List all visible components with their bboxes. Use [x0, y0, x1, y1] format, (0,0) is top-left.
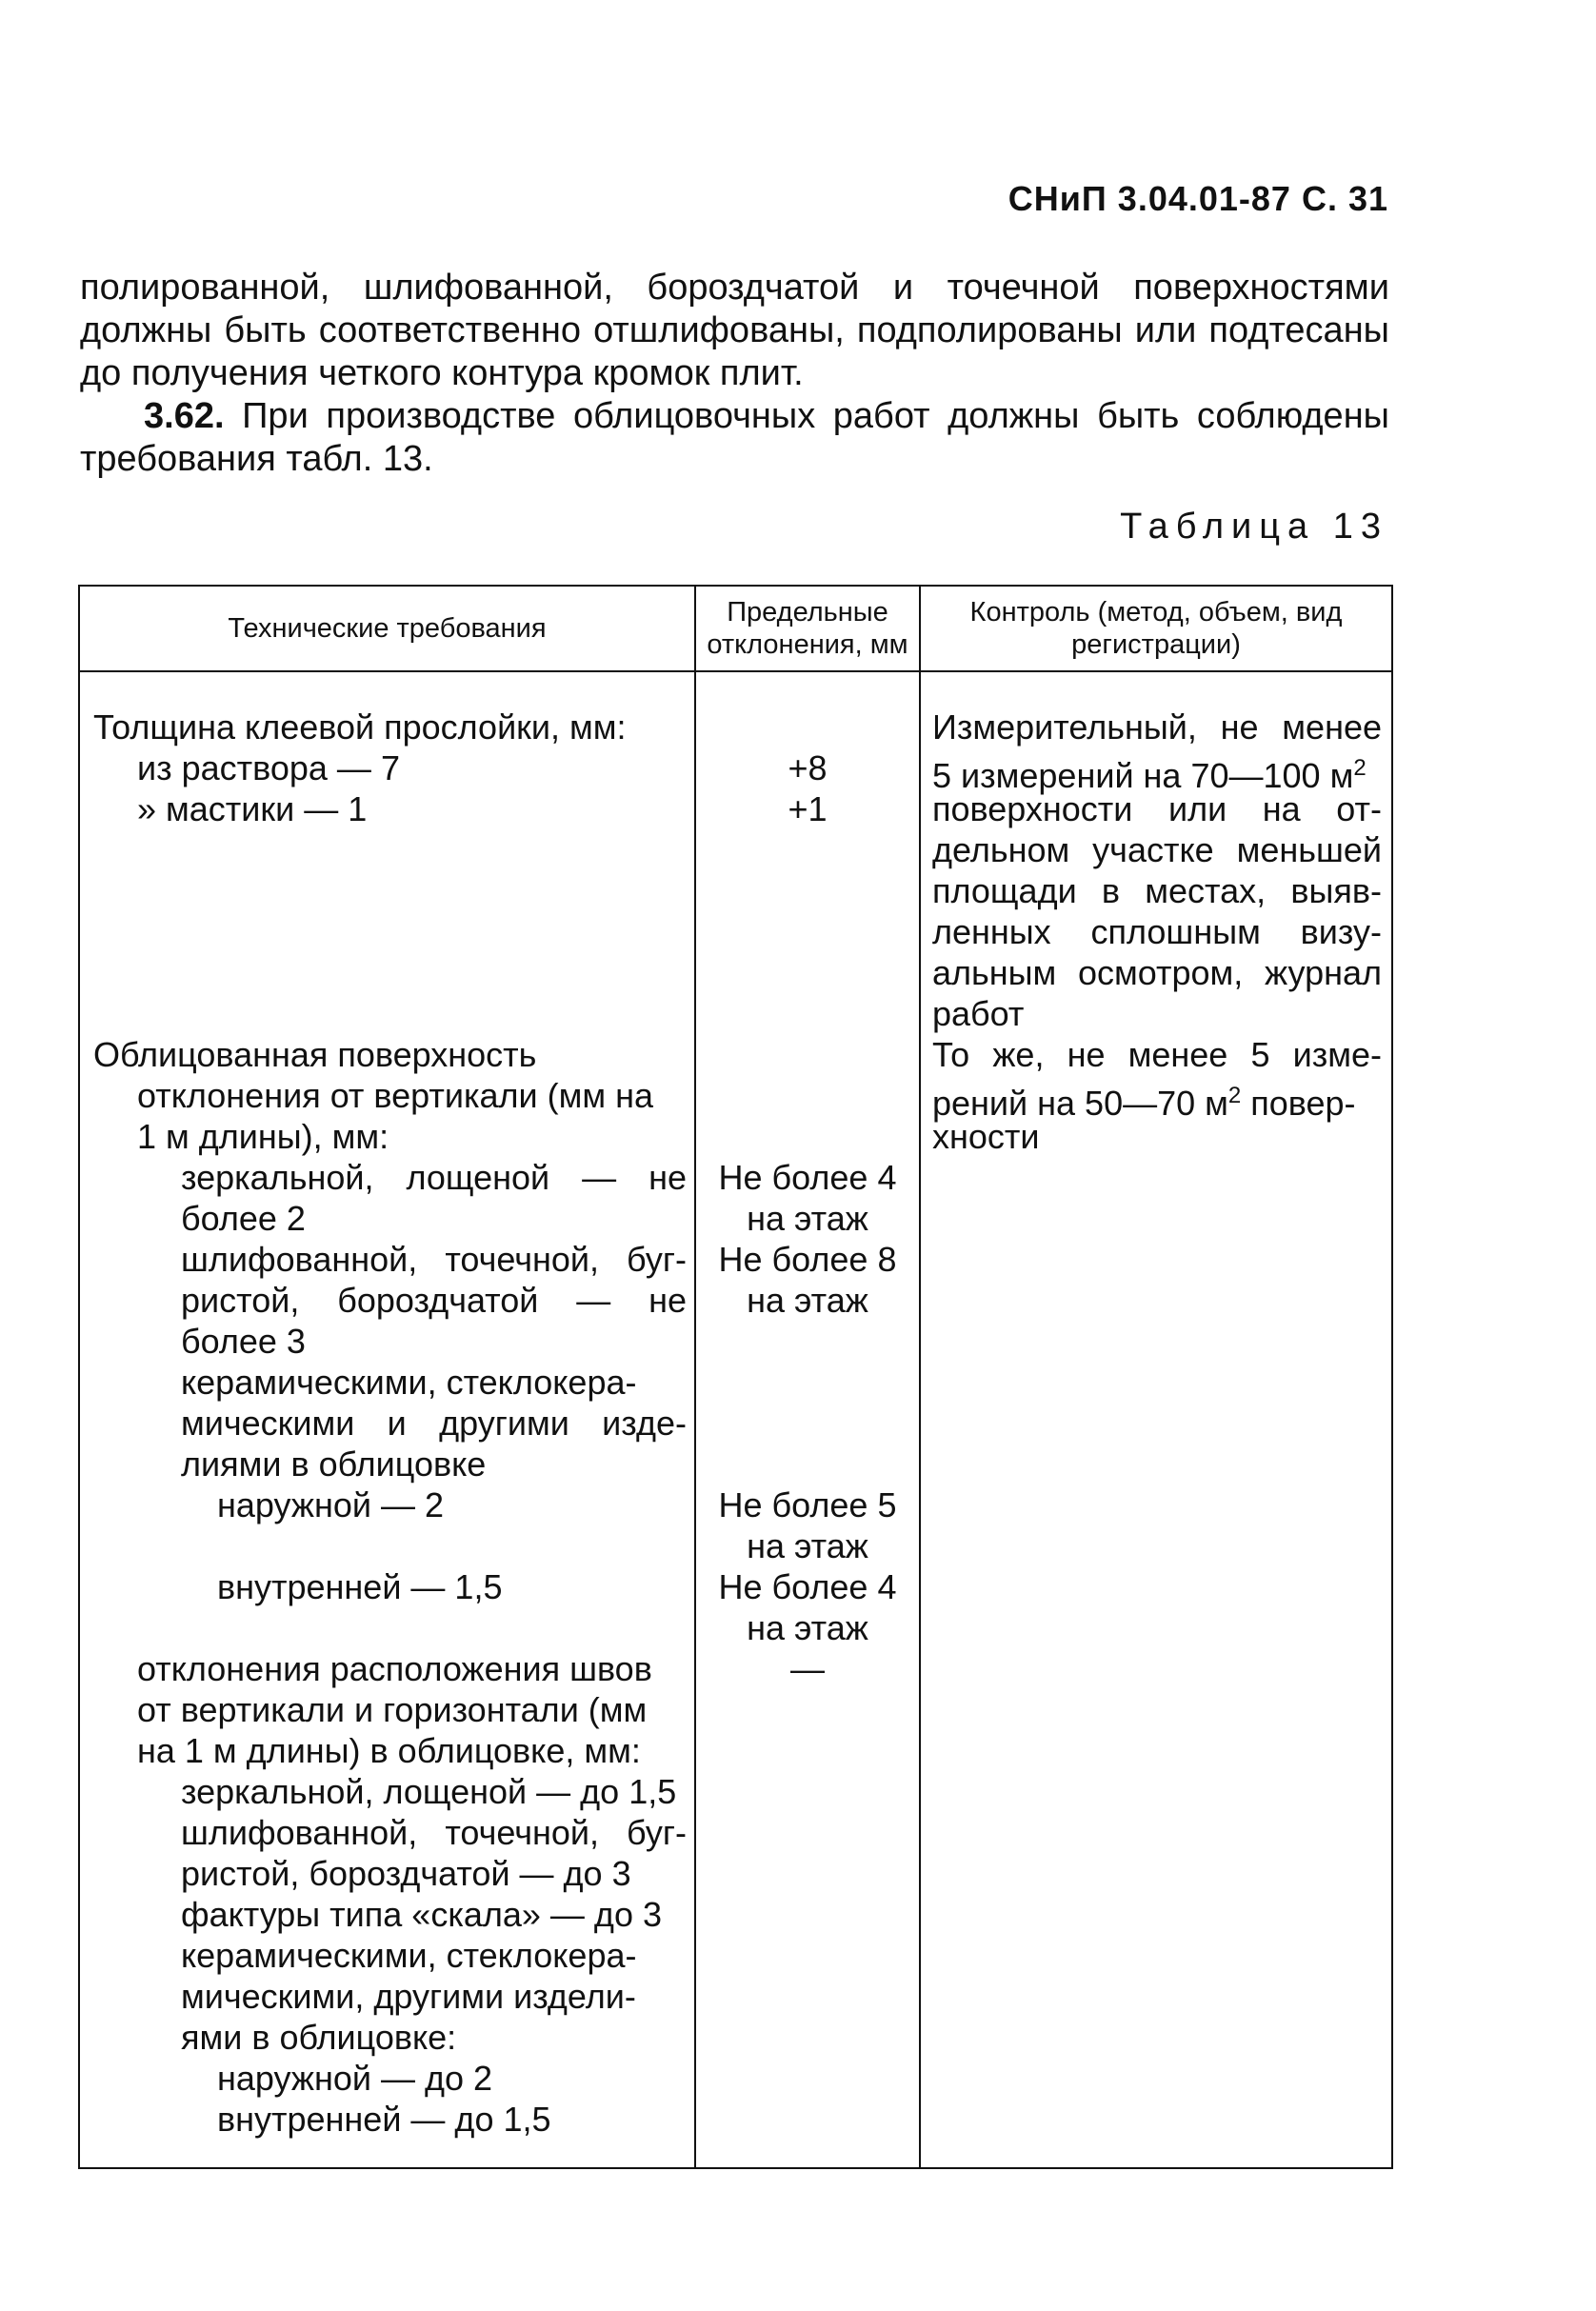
list-item: из раствора — 7	[137, 748, 400, 787]
list-item: дельном участке меньшей	[932, 830, 1382, 869]
list-item: керамическими, стеклокера-	[181, 1363, 637, 1402]
clause-number: 3.62.	[144, 396, 225, 436]
list-item: от вертикали и горизонтали (мм	[137, 1690, 648, 1729]
list-item: зеркальной, лощеной — до 1,5	[181, 1772, 677, 1811]
list-item: зеркальной, лощеной — не	[181, 1158, 687, 1197]
tolerance-value: Не более 4	[718, 1158, 897, 1197]
list-item: 5 измерений на 70—100 $м^2$	[932, 755, 1367, 795]
list-item: отклонения от вертикали (мм на	[137, 1076, 654, 1115]
tolerance-value: на этаж	[747, 1199, 868, 1238]
paragraph-continuation: полированной, шлифованной, бороздчатой и точечной поверхностями должны быть соответственно отшлифованы, подполированы или подтесаны до получения четкого контура кромок плит.	[80, 268, 1389, 393]
list-item: более 3	[181, 1322, 306, 1361]
table-caption: Таблица 13	[1120, 507, 1388, 547]
list-item: Измерительный, не менее	[932, 707, 1382, 747]
list-item: внутренней — до 1,5	[217, 2100, 551, 2139]
control-cell	[920, 671, 1392, 2168]
paragraph-3-62	[80, 395, 1389, 481]
list-item: альным осмотром, журнал	[932, 953, 1382, 992]
tolerance-value: Не более 5	[718, 1485, 897, 1524]
tolerance-value: на этаж	[747, 1608, 868, 1647]
list-item: ристой, бороздчатой — до 3	[181, 1854, 631, 1893]
superscript: 2	[1227, 1083, 1242, 1108]
table-header-row	[79, 586, 1392, 671]
list-item: шлифованной, точечной, буг-	[181, 1813, 687, 1852]
list-item: внутренней — 1,5	[217, 1567, 503, 1606]
list-item: Толщина клеевой прослойки, мм:	[93, 707, 627, 747]
list-item: ристой, бороздчатой — не	[181, 1281, 687, 1320]
list-item: хности	[932, 1117, 1040, 1156]
list-item: То же, не менее 5 изме-	[932, 1035, 1382, 1074]
list-item: работ	[932, 994, 1025, 1033]
list-item: керамическими, стеклокера-	[181, 1936, 637, 1975]
list-item: поверхности или на от-	[932, 789, 1382, 828]
clause-text: При производстве облицовочных работ должны быть соблюдены требования табл. 13.	[80, 396, 1389, 479]
list-item: » мастики — 1	[137, 789, 368, 828]
requirements-cell	[79, 671, 695, 2168]
list-item: мическими, другими издели-	[181, 1977, 636, 2016]
page-header: СНиП 3.04.01-87 С. 31	[1007, 179, 1388, 218]
list-item: Облицованная поверхность	[93, 1035, 537, 1074]
list-item: лиями в облицовке	[181, 1444, 487, 1484]
requirements-table	[78, 585, 1393, 2169]
list-item: на 1 м длины) в облицовке, мм:	[137, 1731, 641, 1770]
list-item: ленных сплошным визу-	[932, 912, 1382, 951]
list-item: отклонения расположения швов	[137, 1649, 652, 1688]
list-item: шлифованной, точечной, буг-	[181, 1240, 687, 1279]
list-item: площади в местах, выяв-	[932, 871, 1382, 910]
list-item: мическими и другими изде-	[181, 1404, 687, 1443]
header-tolerances: Предельные отклонения, мм	[695, 586, 920, 671]
list-item: рений на 50—70 $м^2$ повер-	[932, 1083, 1356, 1123]
tolerance-cell	[695, 671, 920, 2168]
tolerance-value: —	[790, 1649, 825, 1688]
header-requirements: Технические требования	[79, 586, 695, 671]
tolerance-value: +8	[788, 748, 828, 787]
tolerance-value: +1	[788, 789, 828, 828]
table-row	[79, 671, 1392, 2168]
header-control: Контроль (метод, объем, вид регистрации)	[920, 586, 1392, 671]
tolerance-value: на этаж	[747, 1281, 868, 1320]
list-item: наружной — до 2	[217, 2059, 493, 2098]
tolerance-value: на этаж	[747, 1526, 868, 1565]
tolerance-value: Не более 8	[718, 1240, 897, 1279]
list-item: фактуры типа «скала» — до 3	[181, 1895, 662, 1934]
list-item: наружной — 2	[217, 1485, 445, 1524]
tolerance-value: Не более 4	[718, 1567, 897, 1606]
intro-text	[80, 267, 1389, 481]
list-item: более 2	[181, 1199, 306, 1238]
list-item: ями в облицовке:	[181, 2018, 457, 2057]
list-item: 1 м длины), мм:	[137, 1117, 389, 1156]
superscript: 2	[1353, 755, 1367, 781]
